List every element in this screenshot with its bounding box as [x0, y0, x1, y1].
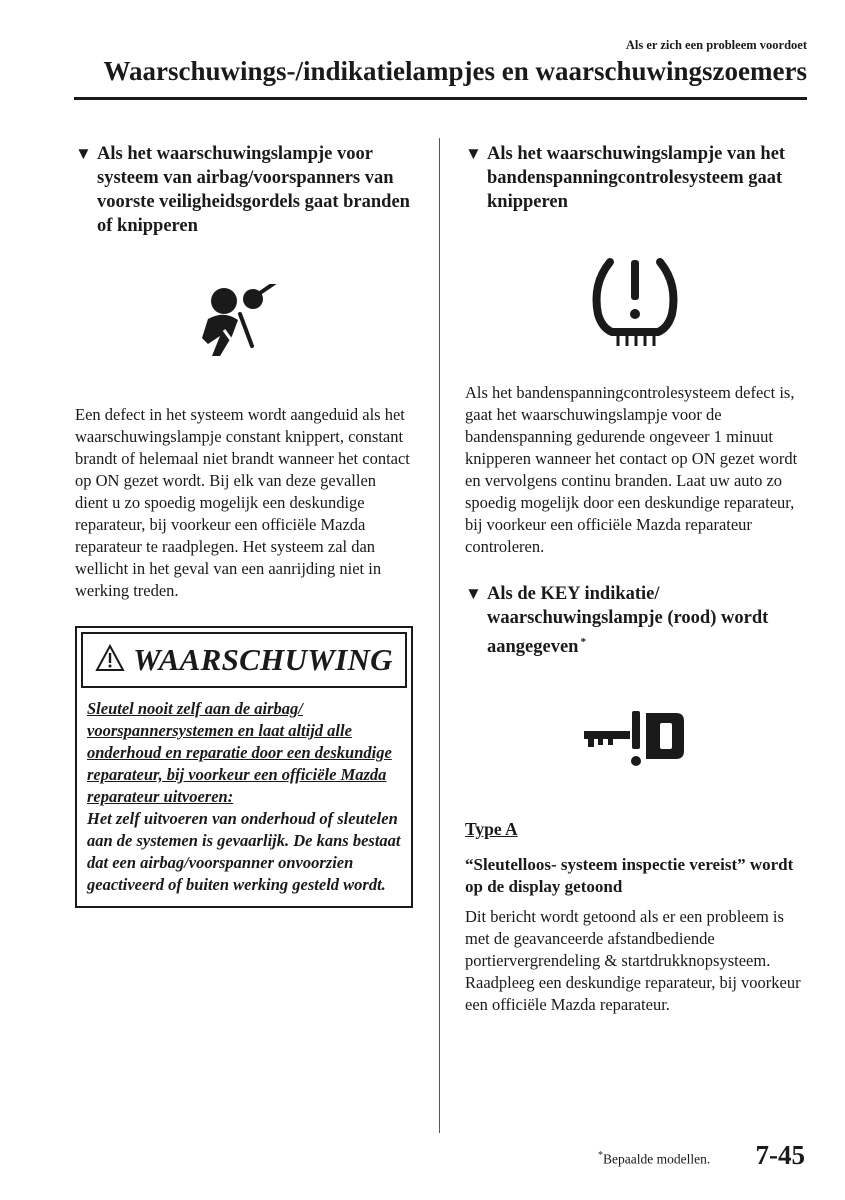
left-column: [75, 142, 413, 908]
footnote-text: Bepaalde modellen.: [603, 1151, 711, 1167]
key-heading-text: Als de KEY indikatie/ waarschuwingslampje (rood) wordt aangegeven: [487, 584, 769, 658]
title-divider: [74, 97, 807, 100]
tire-pressure-warning-icon: [465, 254, 805, 354]
triangle-marker-icon: ▼: [75, 144, 92, 163]
right-column: [465, 142, 805, 1016]
tpms-body-text: Als het bandenspanningcontrolesysteem defect is, gaat het waarschuwingslampje voor de bandenspanning gedurende ongeveer 1 minuut knipperen wanneer het contact op ON gezet wordt en vervolgens continu branden. Laat uw auto zo spoedig mogelijk door een deskundige reparateur, bij voorkeur een officiële Mazda reparateur controleren.: [465, 383, 798, 556]
warning-underlined-text: Sleutel nooit zelf aan de airbag/ voorspannersystemen en laat altijd alle onderhoud en reparatie door een deskundige reparateur, bij voorkeur een officiële Mazda reparateur uitvoeren:: [87, 699, 392, 806]
warning-header: [81, 632, 407, 688]
footnote-star: *: [580, 636, 586, 648]
airbag-section-heading: [75, 142, 413, 238]
tpms-section-heading: [465, 142, 805, 214]
warning-box: [75, 626, 413, 908]
footnote: [598, 1150, 710, 1168]
footnote-star: *: [598, 1150, 603, 1161]
page-title: Waarschuwings-/indikatielampjes en waarschuwingszoemers: [103, 56, 807, 86]
airbag-warning-icon: [75, 284, 413, 368]
breadcrumb: Als er zich een probleem voordoet: [625, 38, 807, 52]
triangle-marker-icon: ▼: [465, 584, 482, 603]
warning-title: WAARSCHUWING: [133, 642, 393, 677]
key-warning-icon: [465, 705, 805, 775]
warning-text: Het zelf uitvoeren van onderhoud of sleutelen aan de systemen is gevaarlijk. De kans bestaat dat een airbag/voorspanner onvoorzien geactiveerd of buiten werking gesteld wordt.: [87, 809, 401, 894]
warning-body: [77, 692, 411, 906]
type-a-advice-text: Raadpleeg een deskundige reparateur, bij voorkeur een officiële Mazda reparateur.: [465, 973, 801, 1015]
type-a-label: Type A: [465, 819, 518, 840]
key-section-heading: [465, 582, 805, 659]
type-a-sub-heading: “Sleutelloos- systeem inspectie vereist” wordt op de display getoond: [465, 855, 794, 897]
type-a-body-text: Dit bericht wordt getoond als er een probleem is met de geavanceerde afstandbediende portiervergrendeling & startdrukknopsysteem.: [465, 907, 784, 971]
tpms-heading-text: Als het waarschuwingslampje van het bandenspanningcontrolesysteem gaat knipperen: [487, 144, 786, 212]
page-number: 7-45: [755, 1140, 805, 1170]
column-divider: [439, 138, 440, 1133]
triangle-marker-icon: ▼: [465, 144, 482, 163]
airbag-heading-text: Als het waarschuwingslampje voor systeem van airbag/voorspanners van voorste veiligheidsgordels gaat branden of knipperen: [97, 144, 410, 236]
airbag-body-text: Een defect in het systeem wordt aangeduid als het waarschuwingslampje constant knippert, constant brandt of helemaal niet brandt wanneer het contact op ON gezet wordt. Bij elk van deze gevallen dient u zo spoedig mogelijk een deskundige reparateur, bij voorkeur een officiële Mazda reparateur te raadplegen. Het systeem zal dan wellicht in het geval van een aanrijding niet in werking treden.: [75, 405, 410, 600]
warning-triangle-icon: [95, 644, 125, 677]
